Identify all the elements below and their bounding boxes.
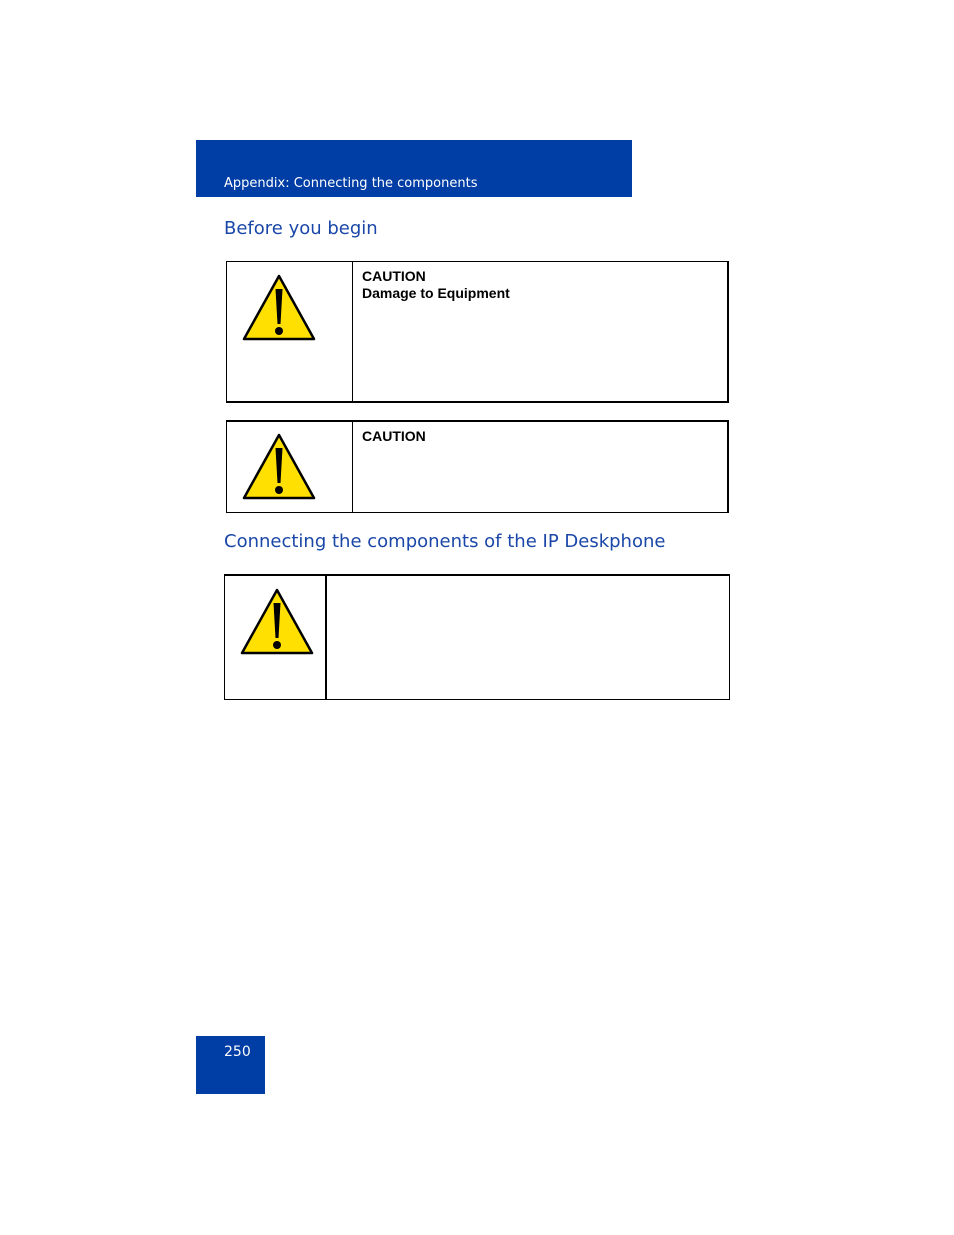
caution-text-cell: [353, 262, 727, 401]
caution-icon-cell: [227, 422, 353, 512]
page-number-band: [196, 1036, 265, 1094]
caution-label: CAUTION: [362, 268, 426, 284]
caution-label: CAUTION: [362, 428, 426, 444]
section-heading-connecting-components: Connecting the components of the IP Deskphone: [224, 531, 666, 552]
caution-box: [224, 574, 730, 700]
caution-icon-cell: [225, 576, 327, 699]
caution-box: [226, 420, 729, 513]
warning-triangle-icon: [241, 432, 317, 502]
caution-box-damage-to-equipment: [226, 261, 729, 403]
caution-text-cell: [353, 422, 727, 512]
section-heading-before-you-begin: Before you begin: [224, 218, 378, 239]
caution-subtitle: Damage to Equipment: [362, 285, 510, 301]
page-number: 250: [224, 1044, 251, 1060]
caution-icon-cell: [227, 262, 353, 401]
caution-text-cell: [327, 576, 729, 699]
warning-triangle-icon: [239, 587, 315, 657]
header-band: [196, 140, 632, 197]
running-header-title: Appendix: Connecting the components: [224, 176, 478, 191]
warning-triangle-icon: [241, 273, 317, 343]
